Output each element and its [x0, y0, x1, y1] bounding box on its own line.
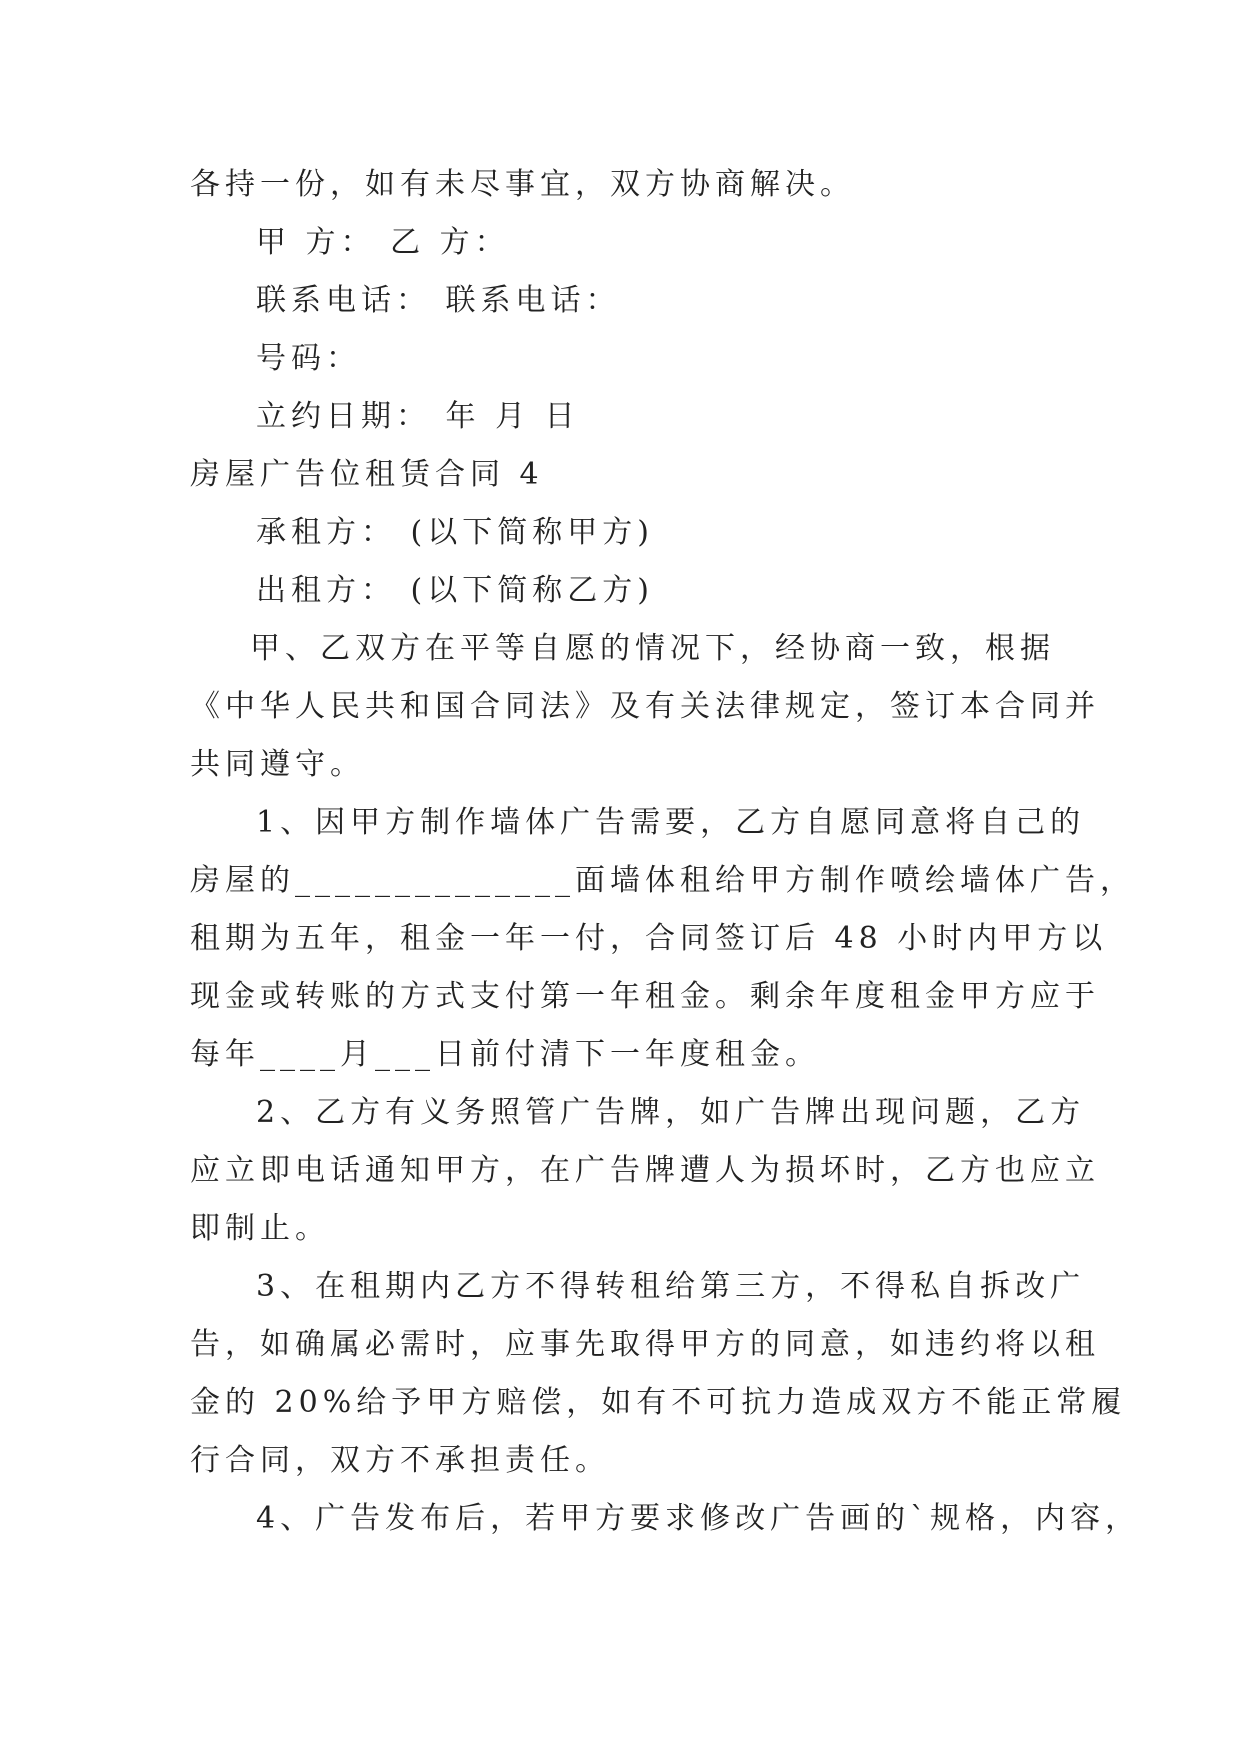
text-line: 号码：: [256, 341, 361, 376]
paragraph-line: 租期为五年，租金一年一付，合同签订后 48 小时内甲方以: [190, 921, 1108, 956]
paragraph-line: 行合同，双方不承担责任。: [190, 1443, 610, 1478]
paragraph-line: 2、乙方有义务照管广告牌，如广告牌出现问题，乙方: [256, 1095, 1086, 1130]
paragraph-line: 4、广告发布后，若甲方要求修改广告画的`规格，内容，: [256, 1501, 1141, 1536]
paragraph-line: 金的 20%给予甲方赔偿，如有不可抗力造成双方不能正常履: [190, 1385, 1127, 1420]
text-line: 立约日期： 年 月 日: [256, 399, 580, 434]
text-line: 出租方： (以下简称乙方): [256, 573, 654, 608]
paragraph-line: 1、因甲方制作墙体广告需要，乙方自愿同意将自己的: [256, 805, 1086, 840]
text-line: 承租方： (以下简称甲方): [256, 515, 654, 550]
paragraph-line: 房屋的______________面墙体租给甲方制作喷绘墙体广告，: [190, 863, 1135, 898]
paragraph-line: 即制止。: [190, 1211, 330, 1246]
section-title: 房屋广告位租赁合同 4: [190, 457, 544, 492]
paragraph-line: 3、在租期内乙方不得转租给第三方，不得私自拆改广: [256, 1269, 1086, 1304]
text-line: 联系电话： 联系电话：: [256, 283, 621, 318]
text-line: 甲 方： 乙 方：: [256, 225, 510, 260]
paragraph-line: 告，如确属必需时，应事先取得甲方的同意，如违约将以租: [190, 1327, 1100, 1362]
paragraph-line: 共同遵守。: [190, 747, 365, 782]
paragraph-line: 每年____月___日前付清下一年度租金。: [190, 1037, 820, 1072]
paragraph-line: 应立即电话通知甲方，在广告牌遭人为损坏时，乙方也应立: [190, 1153, 1100, 1188]
paragraph-line: 甲、乙双方在平等自愿的情况下，经协商一致，根据: [250, 631, 1055, 666]
paragraph-line: 《中华人民共和国合同法》及有关法律规定，签订本合同并: [190, 689, 1100, 724]
text-line: 各持一份，如有未尽事宜，双方协商解决。: [190, 167, 855, 202]
paragraph-line: 现金或转账的方式支付第一年租金。剩余年度租金甲方应于: [190, 979, 1100, 1014]
